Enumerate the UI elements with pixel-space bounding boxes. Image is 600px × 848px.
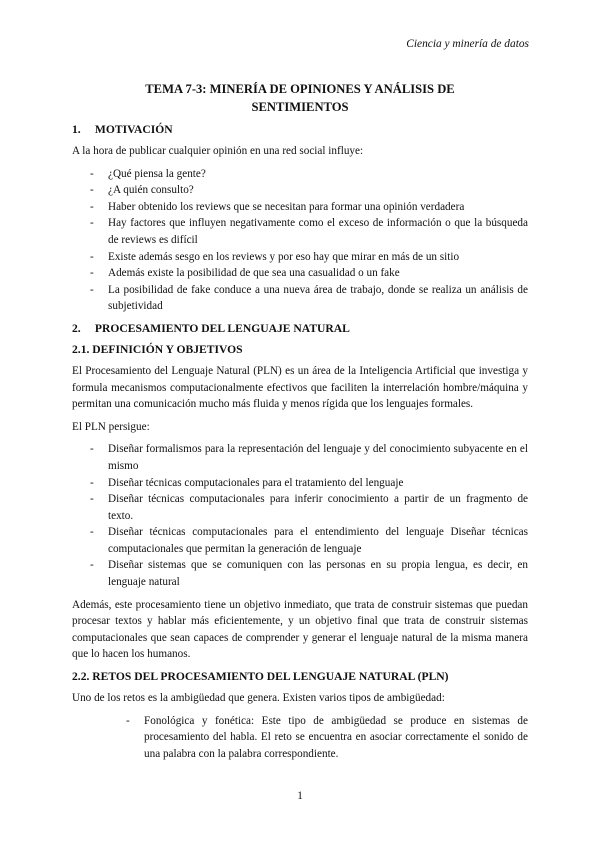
list-item: - Diseñar técnicas computacionales para el tratamiento del lenguaje — [72, 475, 528, 492]
challenges-intro: Uno de los retos es la ambigüedad que genera. Existen varios tipos de ambigüedad: — [72, 692, 445, 705]
list-item: - Fonológica y fonética: Este tipo de ambigüedad se produce en sistemas de procesamiento del habla. El reto se encuentra en asociar correctamente el sonido de una palabra con la palabra correspondiente. — [72, 713, 528, 763]
definition-paragraph: El Procesamiento del Lenguaje Natural (PLN) es un área de la Inteligencia Artificial que investiga y formula mecanismos computacionalmente efectivos que faciliten la interrelación hombre/máquina y permitan una comunicación mucho más fluida y menos rígida que los lenguajes formales. — [72, 364, 528, 411]
list-item: - Diseñar técnicas computacionales para inferir conocimiento a partir de un fragmento de texto. — [72, 491, 528, 524]
document-body — [72, 80, 528, 768]
motivation-list — [72, 166, 528, 315]
section-title: MOTIVACIÓN — [94, 123, 173, 136]
list-item: - Haber obtenido los reviews que se necesitan para formar una opinión verdadera — [72, 199, 528, 216]
section-intro: A la hora de publicar cualquier opinión en una red social influye: — [72, 145, 364, 157]
list-item: - Diseñar técnicas computacionales para el entendimiento del lenguaje Diseñar técnicas computacionales que permitan la generación de lenguaje — [72, 524, 528, 557]
section-title: PROCESAMIENTO DEL LENGUAJE NATURAL — [94, 321, 350, 335]
list-item: - Diseñar formalismos para la representación del lenguaje y del conocimiento subyacente en el mismo — [72, 441, 528, 474]
subsection-heading-retos: 2.2. RETOS DEL PROCESAMIENTO DEL LENGUAJE NATURAL (PLN) — [72, 670, 449, 684]
page-number: 1 — [297, 790, 303, 802]
section-number: 2. — [72, 321, 81, 335]
goals-list — [72, 441, 528, 590]
list-item: - ¿A quién consulto? — [72, 182, 528, 199]
subsection-heading-definicion: 2.1. DEFINICIÓN Y OBJETIVOS — [72, 342, 243, 356]
running-header: Ciencia y minería de datos — [406, 38, 529, 50]
list-item: - Hay factores que influyen negativamente como el exceso de información o que la búsqueda de reviews es difícil — [72, 215, 528, 248]
list-item: - Diseñar sistemas que se comuniquen con las personas en su propia lengua, es decir, en lenguaje natural — [72, 557, 528, 590]
list-item: - Existe además sesgo en los reviews y por eso hay que mirar en más de un sitio — [72, 249, 528, 266]
section-heading-pln — [72, 321, 528, 337]
closing-paragraph: Además, este procesamiento tiene un objetivo inmediato, que trata de construir sistemas que puedan procesar textos y hablar más eficientemente, y un objetivo final que trata de construir sistemas computacionales que sean capaces de comprender y generar el lenguaje natural de la misma manera que lo hacen los humanos. — [72, 598, 528, 661]
section-heading-motivacion — [72, 122, 528, 138]
list-item: - La posibilidad de fake conduce a una nueva área de trabajo, donde se realiza un análisis de subjetividad — [72, 282, 528, 315]
section-number: 1. — [72, 123, 81, 136]
goals-intro: El PLN persigue: — [72, 420, 150, 433]
list-item: - ¿Qué piensa la gente? — [72, 166, 528, 183]
ambiguity-list — [72, 713, 528, 763]
document-title: TEMA 7-3: MINERÍA DE OPINIONES Y ANÁLISIS DE SENTIMIENTOS — [145, 82, 455, 114]
list-item: - Además existe la posibilidad de que sea una casualidad o un fake — [72, 265, 528, 282]
